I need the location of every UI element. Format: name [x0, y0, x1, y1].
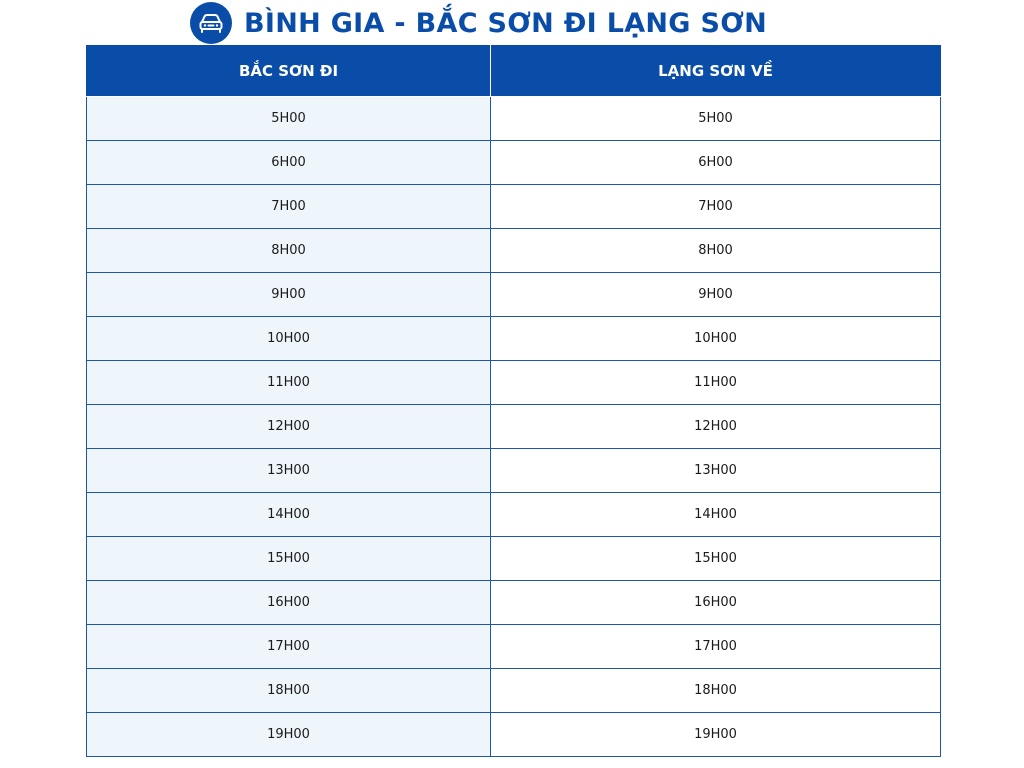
schedule-body [87, 97, 941, 757]
depart-time-cell: 10H00 [87, 317, 491, 361]
column-header-depart: BẮC SƠN ĐI [87, 45, 491, 97]
depart-time-cell: 13H00 [87, 449, 491, 493]
return-time-cell: 16H00 [491, 581, 941, 625]
table-row [87, 317, 941, 361]
depart-time-cell: 15H00 [87, 537, 491, 581]
table-row [87, 229, 941, 273]
table-row [87, 97, 941, 141]
page-title: BÌNH GIA - BẮC SƠN ĐI LẠNG SƠN [244, 7, 768, 39]
depart-time-cell: 6H00 [87, 141, 491, 185]
table-row [87, 625, 941, 669]
table-row [87, 405, 941, 449]
depart-time-cell: 5H00 [87, 97, 491, 141]
depart-time-cell: 17H00 [87, 625, 491, 669]
depart-time-cell: 19H00 [87, 713, 491, 757]
return-time-cell: 19H00 [491, 713, 941, 757]
return-time-cell: 11H00 [491, 361, 941, 405]
column-header-return: LẠNG SƠN VỀ [491, 45, 941, 97]
table-row [87, 537, 941, 581]
table-row [87, 141, 941, 185]
table-row [87, 273, 941, 317]
table-row [87, 493, 941, 537]
return-time-cell: 8H00 [491, 229, 941, 273]
return-time-cell: 18H00 [491, 669, 941, 713]
car-icon [190, 2, 232, 44]
schedule-table [86, 45, 941, 757]
page-header [190, 2, 767, 44]
table-row [87, 185, 941, 229]
return-time-cell: 15H00 [491, 537, 941, 581]
return-time-cell: 17H00 [491, 625, 941, 669]
table-header-row [87, 45, 941, 97]
depart-time-cell: 16H00 [87, 581, 491, 625]
return-time-cell: 10H00 [491, 317, 941, 361]
return-time-cell: 7H00 [491, 185, 941, 229]
return-time-cell: 13H00 [491, 449, 941, 493]
table-row [87, 449, 941, 493]
return-time-cell: 6H00 [491, 141, 941, 185]
table-row [87, 361, 941, 405]
depart-time-cell: 7H00 [87, 185, 491, 229]
table-row [87, 713, 941, 757]
table-row [87, 581, 941, 625]
return-time-cell: 5H00 [491, 97, 941, 141]
depart-time-cell: 8H00 [87, 229, 491, 273]
return-time-cell: 9H00 [491, 273, 941, 317]
depart-time-cell: 14H00 [87, 493, 491, 537]
depart-time-cell: 9H00 [87, 273, 491, 317]
return-time-cell: 14H00 [491, 493, 941, 537]
return-time-cell: 12H00 [491, 405, 941, 449]
depart-time-cell: 11H00 [87, 361, 491, 405]
depart-time-cell: 18H00 [87, 669, 491, 713]
depart-time-cell: 12H00 [87, 405, 491, 449]
table-row [87, 669, 941, 713]
